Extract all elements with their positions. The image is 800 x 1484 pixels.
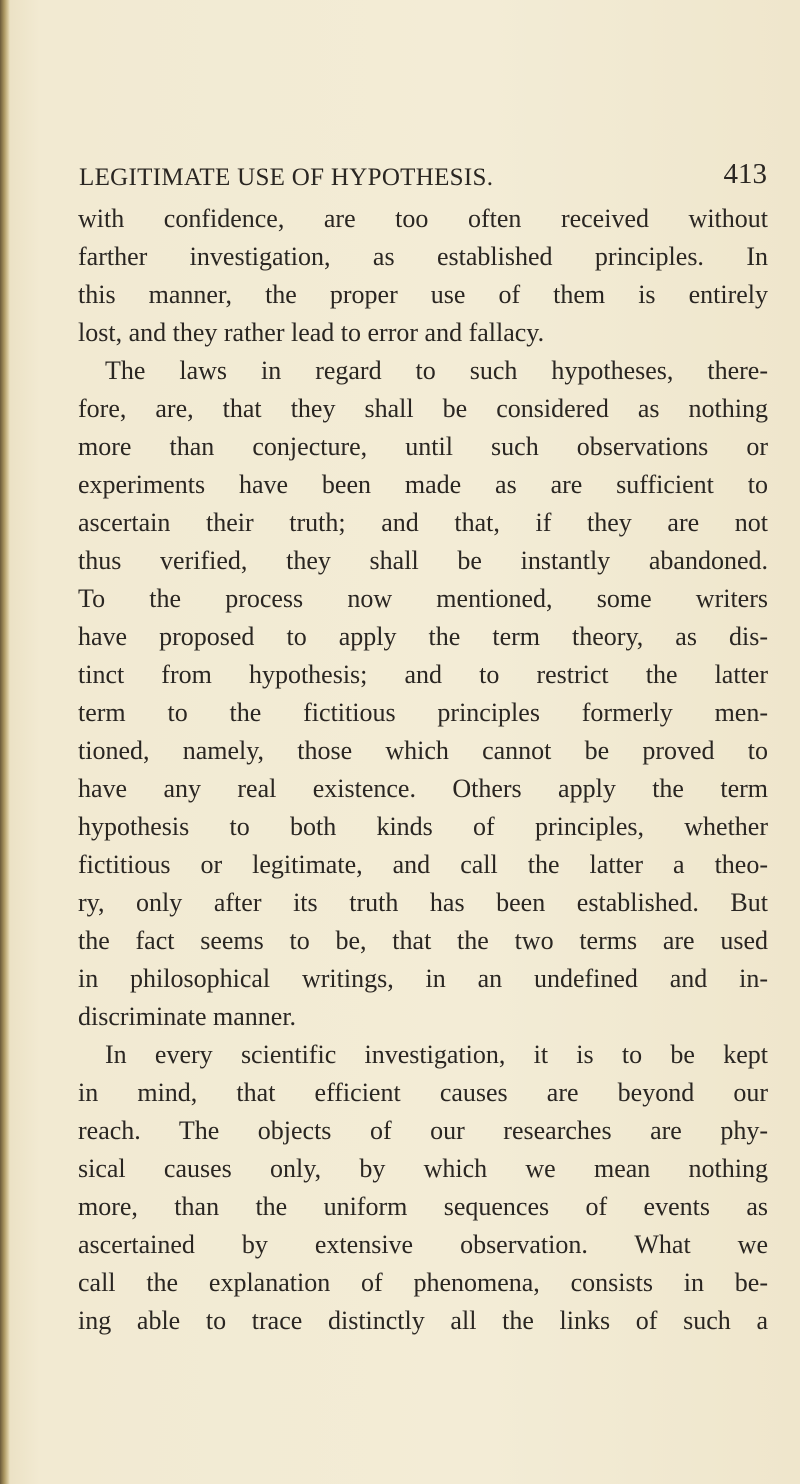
text-line: in mind, that efficient causes are beyond our — [78, 1078, 768, 1107]
text-line: discriminate manner. — [78, 1002, 297, 1031]
text-line: fictitious or legitimate, and call the latter a theo- — [78, 850, 768, 879]
page-number: 413 — [723, 158, 767, 190]
text-line: more than conjecture, until such observations or — [78, 432, 768, 461]
text-line: experiments have been made as are sufficient to — [78, 470, 768, 499]
running-head: LEGITIMATE USE OF HYPOTHESIS. — [79, 164, 494, 191]
text-line: sical causes only, by which we mean nothing — [78, 1154, 768, 1183]
text-line: ascertained by extensive observation. What we — [78, 1230, 768, 1259]
body-text — [78, 200, 768, 1340]
text-line: term to the fictitious principles formerly men- — [78, 698, 768, 727]
text-line: this manner, the proper use of them is entirely — [78, 280, 768, 309]
page-header — [79, 158, 767, 204]
text-line: ascertain their truth; and that, if they are not — [78, 508, 768, 537]
text-line: To the process now mentioned, some writers — [78, 584, 768, 613]
text-line: tinct from hypothesis; and to restrict the latter — [78, 660, 768, 689]
page-binding-edge — [0, 0, 10, 1484]
text-line: fore, are, that they shall be considered as nothing — [78, 394, 768, 423]
text-line: farther investigation, as established principles. In — [78, 242, 768, 271]
text-line: with confidence, are too often received without — [78, 204, 768, 233]
text-line: lost, and they rather lead to error and fallacy. — [78, 318, 545, 347]
text-line: more, than the uniform sequences of events as — [78, 1192, 768, 1221]
text-line: the fact seems to be, that the two terms are used — [78, 926, 768, 955]
text-line: reach. The objects of our researches are phy- — [78, 1116, 768, 1145]
text-line: In every scientific investigation, it is to be kept — [105, 1040, 768, 1069]
text-line: ing able to trace distinctly all the links of such a — [78, 1306, 768, 1335]
text-line: in philosophical writings, in an undefined and in- — [78, 964, 768, 993]
text-line: The laws in regard to such hypotheses, there- — [105, 356, 768, 385]
text-line: thus verified, they shall be instantly abandoned. — [78, 546, 768, 575]
text-line: call the explanation of phenomena, consists in be- — [78, 1268, 768, 1297]
text-line: hypothesis to both kinds of principles, whether — [78, 812, 768, 841]
text-line: have any real existence. Others apply the term — [78, 774, 768, 803]
text-line: tioned, namely, those which cannot be proved to — [78, 736, 768, 765]
text-line: ry, only after its truth has been established. But — [78, 888, 768, 917]
text-line: have proposed to apply the term theory, as dis- — [78, 622, 768, 651]
